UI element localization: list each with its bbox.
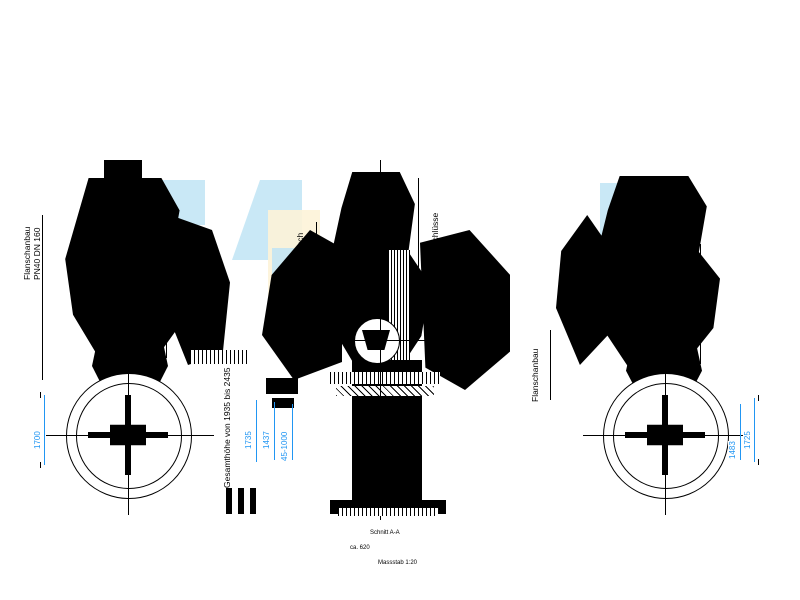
left-flange-top bbox=[104, 160, 142, 186]
leader-c4 bbox=[418, 178, 419, 328]
dimension-1437: 1437 bbox=[262, 431, 271, 449]
right-body-left-wing bbox=[556, 215, 608, 365]
dim-line-right-1483 bbox=[740, 404, 741, 460]
dim-line-center-45-1000 bbox=[292, 404, 293, 460]
right-centerline-h bbox=[583, 435, 751, 436]
tick-right-2 bbox=[758, 459, 759, 465]
callout-dampfsperrdruck-sub: 3601 drehbar bbox=[440, 267, 450, 318]
left-base-stub-2 bbox=[238, 488, 244, 514]
dim-line-left-1700 bbox=[44, 395, 45, 465]
left-centerline-h bbox=[46, 435, 214, 436]
leader-c7 bbox=[700, 244, 701, 364]
note-schnitt: Schnitt A-A bbox=[370, 530, 400, 536]
callout-dampfsperrdruck: Dampfsperrdruck / Anschlüsse bbox=[430, 212, 440, 328]
center-centerline-v bbox=[380, 160, 381, 520]
callout-auslass: Auslass bbox=[680, 270, 690, 300]
left-base-stub-3 bbox=[250, 488, 256, 514]
callout-absteckung: Absteckung bbox=[398, 197, 408, 242]
dimension-45-1000: 45-1000 bbox=[280, 431, 289, 461]
center-centerline-h bbox=[318, 340, 438, 341]
note-ca620: ca. 620 bbox=[350, 545, 370, 551]
callout-abgang-sub: PN40 DN 160 bbox=[668, 229, 678, 282]
dimension-1700: 1700 bbox=[33, 431, 42, 449]
callout-eintrittsflansch: Eintrittsflansch bbox=[295, 232, 305, 288]
callout-abgang: Abgang bbox=[658, 242, 668, 272]
dim-line-center-1437 bbox=[274, 402, 275, 460]
center-hatch-band bbox=[330, 372, 440, 384]
left-base-stub-1 bbox=[226, 488, 232, 514]
dimension-gesamthoehe: Gesamthöhe von 1935 bis 2435 bbox=[222, 367, 232, 488]
center-lower-detail-left2 bbox=[272, 398, 294, 408]
left-body-skirt bbox=[170, 215, 230, 365]
right-detail-cluster bbox=[630, 318, 664, 340]
leader-c8 bbox=[550, 330, 551, 400]
tick-left-2 bbox=[40, 462, 41, 468]
dimension-1725: 1725 bbox=[743, 431, 752, 449]
dimension-1483: 1483 bbox=[728, 441, 737, 459]
callout-eintrittsflansch-sub: PN40 DN 150 bbox=[305, 235, 315, 288]
bottom-hatch-strip bbox=[338, 508, 438, 516]
leader-c2 bbox=[166, 238, 167, 358]
callout-flanschanbau-left: Flanschanbau bbox=[22, 226, 32, 280]
callout-auslass-sub: PN40 DN 10 bbox=[690, 262, 700, 310]
tick-right-1 bbox=[758, 395, 759, 401]
callout-flanschanbau-left2-sub: PN40 DN 160 bbox=[155, 249, 165, 302]
right-centerline-v bbox=[665, 355, 666, 515]
leader-c5 bbox=[450, 250, 451, 370]
dim-line-right-1725 bbox=[754, 398, 755, 462]
leader-c1 bbox=[42, 215, 43, 380]
dim-line-center-1735 bbox=[256, 400, 257, 462]
left-detail-cluster bbox=[94, 318, 128, 340]
callout-flanschanbau-right: Flanschanbau bbox=[530, 348, 540, 402]
dimension-1735: 1735 bbox=[244, 431, 253, 449]
left-hatch-band bbox=[190, 350, 250, 364]
leader-c3 bbox=[316, 222, 317, 352]
leader-c6 bbox=[678, 212, 679, 362]
center-lower-detail-left bbox=[266, 378, 298, 394]
callout-flanschanbau-left-sub: PN40 DN 160 bbox=[32, 227, 42, 280]
center-hatch-diagonal bbox=[336, 386, 434, 396]
callout-flanschanbau-left2: Flanschanbau bbox=[145, 248, 155, 302]
tick-left-1 bbox=[40, 392, 41, 398]
left-centerline-v bbox=[128, 355, 129, 515]
note-massstab: Massstab 1:20 bbox=[378, 560, 418, 566]
